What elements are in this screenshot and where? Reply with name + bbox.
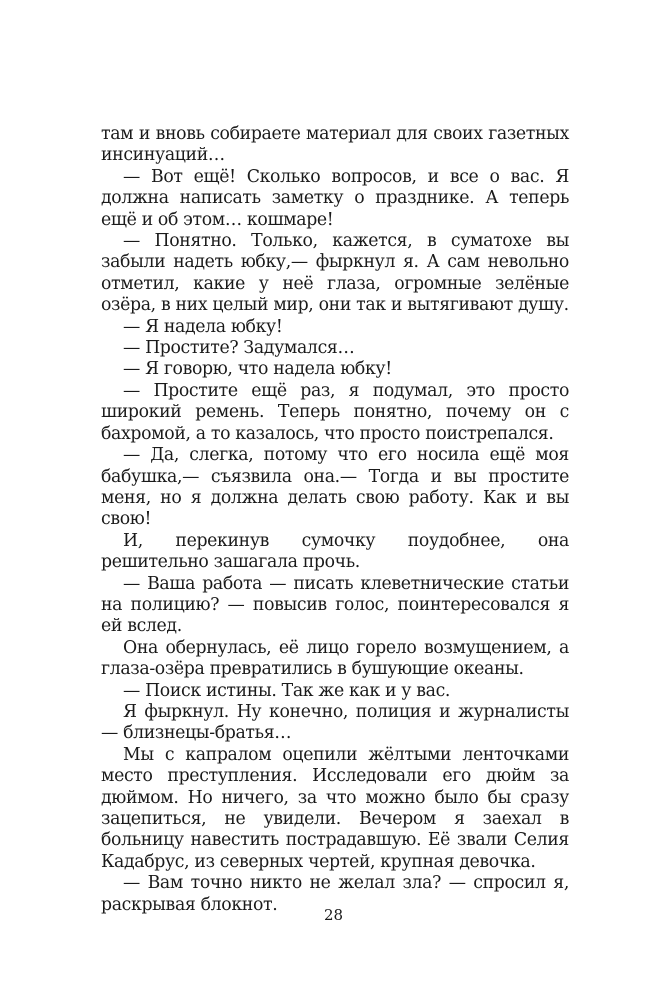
paragraph: — Да, слегка, потому что его носила ещё моя бабушка,— съязвила она.— Тогда и вы простите меня, но я должна делать свою работу. Как и вы свою! (101, 445, 569, 530)
paragraph: Мы с капралом оцепили жёлтыми ленточками место преступления. Исследовали его дюйм за дюймом. Но ничего, за что можно было бы сразу зацепиться, не увидели. Вечером я заехал в больницу навестить пострадавшую. Её звали Селия Кадабрус, из северных чертей, крупная девочка. (101, 744, 569, 872)
paragraph: Она обернулась, её лицо горело возмущением, а глаза-озёра превратились в бушующие океаны. (101, 637, 569, 680)
paragraph: — Вам точно никто не желал зла? — спросил я, раскрывая блокнот. (101, 873, 569, 915)
paragraph: — Простите ещё раз, я подумал, это просто широкий ремень. Теперь понятно, почему он с бахромой, а то казалось, что просто поистрепался. (101, 380, 569, 444)
paragraph: — Вот ещё! Сколько вопросов, и все о вас. Я должна написать заметку о празднике. А теперь ещё и об этом… кошмаре! (101, 166, 569, 230)
paragraph: — Понятно. Только, кажется, в суматохе вы забыли надеть юбку,— фыркнул я. А сам невольно отметил, какие у неё глаза, огромные зелёные озёра, в них целый мир, они так и вытягивают душу. (101, 231, 569, 316)
paragraph: И, перекинув сумочку поудобнее, она решительно зашагала прочь. (101, 530, 569, 573)
paragraph: — Я надела юбку! (123, 316, 283, 337)
paragraph: — Ваша работа — писать клеветнические статьи на полицию? — повысив голос, поинтересовался я ей вслед. (101, 573, 569, 637)
paragraph: — Поиск истины. Так же как и у вас. (123, 680, 451, 701)
paragraph: — Простите? Задумался… (123, 338, 355, 359)
paragraph: — Я говорю, что надела юбку! (123, 359, 392, 380)
paragraph: Я фыркнул. Ну конечно, полиция и журналисты — близнецы-братья… (101, 701, 569, 744)
body-text (101, 124, 569, 916)
paragraph: там и вновь собираете материал для своих газетных инсинуаций… (101, 124, 569, 166)
page-number: 28 (323, 906, 344, 924)
